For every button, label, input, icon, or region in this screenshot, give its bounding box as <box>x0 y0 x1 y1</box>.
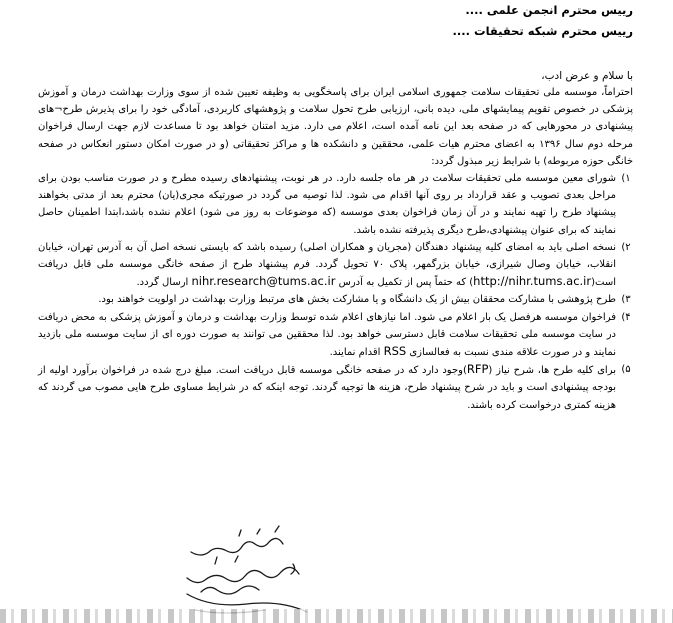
item-number: ۱) <box>621 173 631 185</box>
item-text: فراخوان موسسه هرفصل یک بار اعلام می شود. اما نیازهای اعلام شده توسط وزارت بهداشت و درمان و آموزش پزشکی به محض دریافت در سایت موسسه ملی تحقیقات سلامت قابل دسترسی خواهد بود. لذا محققین می توانند به صورت دوره ای از سایت موسسه ملی بازدید نمایند و در صورت علاقه مندی نسبت به فعالسازی <box>38 311 616 359</box>
email-link[interactable]: nihr.research@tums.ac.ir <box>191 274 336 289</box>
item-number: ۵) <box>621 364 631 376</box>
rss-term: RSS <box>383 344 407 359</box>
intro-paragraph: احتراماً، موسسه ملی تحقیقات سلامت جمهوری اسلامی ایران برای پاسخگویی به وظیفه تعیین شده از سوی وزارت بهداشت درمان و آموزش پزشکی در خصوص تقویم پیمایشهای ملی، دیده بانی، ارزیابی طرح تحول سلامت و پژوهشهای کاربردی، آمادگی خود را برای پذیرش طرح¬های پیشنهادی در محورهایی که در صفحه بعد این نامه آمده است، اعلام می دارد. مزید امتنان خواهد بود تا مساعدت لازم جهت ارسال فراخوان مرحله دوم سال ۱۳۹۶ به اعضای محترم هیات علمی، محققین و دانشکده ها و مراکز تحقیقاتی (و در صورت امکان دستور انعکاس در صفحه خانگی حوزه مربوطه) با شرایط زیر مبذول گردد: <box>38 87 633 167</box>
handwritten-signature <box>135 520 335 620</box>
item-text: طرح پژوهشی با مشارکت محققان بیش از یک دانشگاه و یا مشارکت بخش های مرتبط وزارت بهداشت در اولویت خواهند بود. <box>98 294 616 306</box>
conditions-list <box>38 170 633 414</box>
rfp-term: RFP <box>466 362 489 377</box>
letter-body <box>38 84 633 414</box>
list-item <box>38 291 633 308</box>
recipient-line-2: رییس محترم شبکه تحقیقات .... <box>452 24 633 38</box>
list-item <box>38 309 633 362</box>
item-text: ارسال گردد. <box>136 277 189 289</box>
salutation: با سلام و عرض ادب، <box>541 70 633 82</box>
item-text: نسخه اصلی باید به امضای کلیه پیشنهاد دهندگان (مجریان و همکاران اصلی) رسیده باشد که بایستی نسخه اصل آن به آدرس تهران، خیابان انقلاب، خیابان وصال شیرازی، خیابان بزرگمهر، پلاک ۷۰ تحویل گردد. فرم پیشنهاد طرح از صفحه خانگی موسسه ملی قابل دریافت است( <box>38 241 616 289</box>
item-text: )وجود دارد که در صفحه خانگی موسسه قابل دریافت است. مبلغ درج شده در فراخوان برآورد اولیه از بودجه پیشنهادی است و باید در شرح پیشنهاد طرح، هزینه ها توجیه گردند. توجه اینکه که در شرایط مساوی طرح هایی مصوب می گردند که هزینه کمتری درخواست کرده باشند. <box>38 365 616 411</box>
item-text: ) که حتماً پس از تکمیل به آدرس <box>338 277 474 289</box>
item-number: ۳) <box>621 294 631 306</box>
website-link[interactable]: http://nihr.tums.ac.ir <box>473 274 592 289</box>
item-number: ۲) <box>621 241 631 253</box>
item-text: شورای معین موسسه ملی تحقیقات سلامت در هر ماه جلسه دارد. در هر نوبت، پیشنهادهای رسیده مطرح و در صورت مناسب بودن برای مراحل بعدی تصویب و عقد قرارداد بر روی آنها اقدام می شود. لذا توصیه می گردد در صورتیکه مجری(یان) محترم بعد از مدتی بخواهند پیشنهاد طرح را تهیه نمایند و در آن زمان فراخوان بعدی موسسه (که موضوعات به روز می شود) اعلام نشده باشد،ابتدا اطمینان حاصل نمایند که برای عنوان پیشنهادی،طرح دیگری پذیرفته نشده باشد. <box>38 173 616 236</box>
list-item <box>38 361 633 414</box>
list-item <box>38 239 633 292</box>
item-text: اقدام نمایند. <box>329 347 381 359</box>
item-number: ۴) <box>621 311 631 323</box>
faded-footer-line <box>0 609 673 623</box>
list-item <box>38 170 633 239</box>
recipient-line-1: رییس محترم انجمن علمی .... <box>465 3 633 17</box>
item-text: برای کلیه طرح ها، شرح نیاز ( <box>488 365 616 377</box>
